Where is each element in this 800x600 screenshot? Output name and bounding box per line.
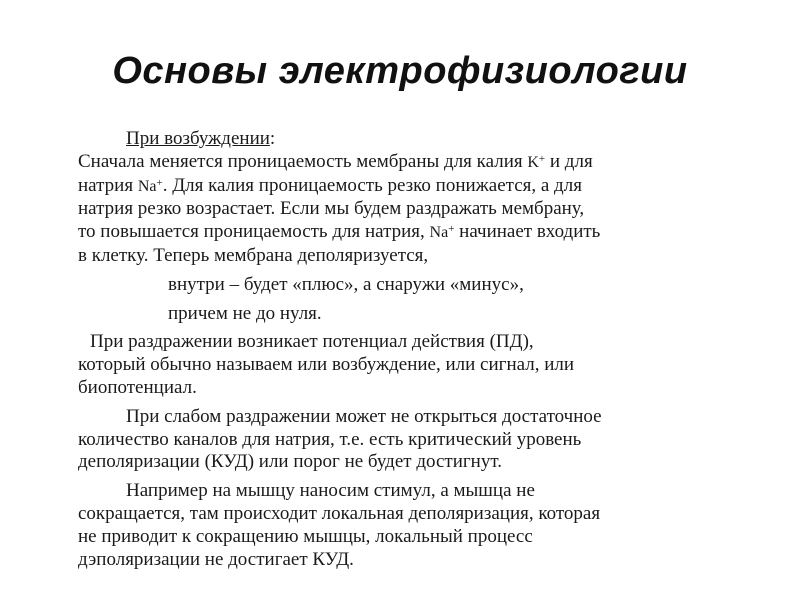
paragraph-4-line-1: При слабом раздражении может не открыться достаточное — [126, 405, 602, 427]
ion-charge: + — [448, 223, 455, 236]
paragraph-1-line-5: в клетку. Теперь мембрана деполяризуется, — [78, 244, 429, 266]
paragraph-5-line-3: не приводит к сокращению мышцы, локальный процесс — [78, 525, 533, 547]
paragraph-4-line-3: деполяризации (КУД) или порог не будет достигнут. — [78, 451, 502, 473]
paragraph-2-line-1: внутри – будет «плюс», а снаружи «минус», — [168, 273, 524, 295]
text-fragment: и для — [545, 150, 593, 172]
paragraph-5-line-4: дэполяризации не достигает КУД. — [78, 548, 354, 570]
paragraph-1-line-4 — [78, 221, 778, 245]
text-fragment: . Для калия проницаемость резко понижается, а для — [162, 174, 582, 196]
paragraph-2-line-2: причем не до нуля. — [168, 302, 322, 324]
section-heading-colon: : — [269, 128, 276, 149]
paragraph-1-line-2 — [78, 175, 778, 199]
slide-title: Основы электрофизиологии — [112, 50, 688, 92]
paragraph-1-line-1 — [78, 151, 778, 175]
paragraph-1-line-3: натрия резко возрастает. Если мы будем раздражать мембрану, — [78, 198, 585, 220]
section-heading-text: При возбуждении — [126, 128, 270, 149]
paragraph-5-line-1: Например на мышцу наносим стимул, а мышца не — [126, 480, 535, 502]
paragraph-3-line-3: биопотенциал. — [78, 376, 197, 398]
text-fragment: то повышается проницаемость для натрия, — [78, 221, 430, 243]
ion-charge: + — [156, 176, 163, 189]
ion-symbol-na: Na — [137, 177, 157, 195]
ion-charge: + — [538, 152, 546, 165]
text-fragment: Сначала меняется проницаемость мембраны для калия — [78, 150, 528, 172]
section-heading — [78, 128, 778, 151]
slide-body — [78, 128, 778, 571]
paragraph-5-line-2: сокращается, там происходит локальная деполяризация, которая — [78, 502, 601, 524]
paragraph-4-line-2: количество каналов для натрия, т.е. есть критический уровень — [78, 428, 582, 450]
text-fragment: начинает входить — [454, 221, 601, 243]
ion-symbol-k: K — [527, 153, 539, 171]
text-fragment: натрия — [78, 174, 138, 196]
paragraph-3-line-2: который обычно называем или возбуждение, или сигнал, или — [78, 354, 575, 376]
paragraph-3-line-1: При раздражении возникает потенциал действия (ПД), — [90, 331, 534, 353]
ion-symbol-na: Na — [429, 224, 449, 242]
